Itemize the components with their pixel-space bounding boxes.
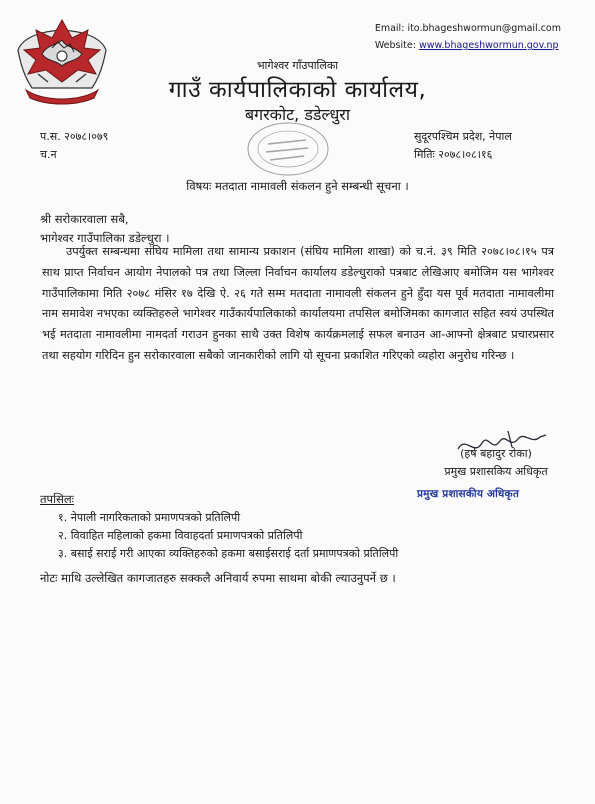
municipality-name: भागेश्वर गाँउपालिका — [256, 59, 339, 72]
contact-block — [375, 20, 561, 54]
office-title: गाउँ कार्यपालिकाको कार्यालय, — [168, 77, 427, 103]
enclosure-list — [58, 509, 398, 563]
website-line — [375, 37, 561, 54]
office-seal-icon — [242, 120, 334, 178]
enclosure-item: १. नेपाली नागरिकताको प्रमाणपत्रको प्रतिलिपी — [58, 511, 241, 524]
signatory-block — [436, 445, 556, 481]
signatory-name: (हर्ष बहादुर रोका) — [460, 447, 532, 460]
enclosure-heading: तपसिलः — [40, 492, 74, 506]
recipient-line-1: श्री सरोकारवाला सबै, — [40, 212, 129, 226]
office-address: बगरकोट, डडेल्धुरा — [244, 105, 350, 124]
letter-date: मितिः २०७८।०८।१६ — [414, 148, 493, 161]
location-date-block — [414, 128, 512, 164]
designation-stamp: प्रमुख प्रशासकीय अधिकृत — [417, 488, 520, 500]
signatory-title: प्रमुख प्रशासकिय अधिकृत — [444, 465, 548, 478]
website-label: Website: — [374, 40, 416, 51]
email-label: Email: — [374, 23, 405, 34]
subject-line: विषयः मतदाता नामावली संकलन हुने सम्बन्धी सूचना । — [186, 179, 409, 193]
enclosure-item: २. विवाहित महिलाको हकमा विवाहदर्ता प्रमाणपत्रको प्रतिलिपी — [58, 529, 303, 542]
reference-block — [40, 128, 108, 164]
dispatch-number: च.न — [40, 148, 57, 161]
enclosure-item: ३. बसाई सराई गरी आएका व्यक्तिहरुको हकमा बसाईसराई दर्ता प्रमाणपत्रको प्रतिलिपी — [58, 547, 399, 560]
note-line: नोटः माथि उल्लेखित कागजातहरु सक्कलै अनिवार्य रुपमा साथमा बोकी ल्याउनुपर्ने छ । — [40, 571, 396, 585]
website-link[interactable]: www.bhageshwormun.gov.np — [418, 40, 559, 51]
email-line — [375, 20, 561, 37]
email-address[interactable]: ito.bhageshwormun@gmail.com — [407, 23, 561, 34]
letter-number: प.स. २०७८।०७९ — [40, 130, 109, 143]
body-paragraph: उपर्युक्त सम्बन्धमा संघिय मामिला तथा सामान्य प्रकाशन (संघिय मामिला शाखा) को च.नं. ३९ मिति २०७८।०८।१५ पत्र साथ प्राप्त निर्वाचन आयोग नेपालको पत्र तथा जिल्ला निर्वाचन कार्यालय डडेल्धुराको पत्रबाट लेखिआए बमोजिम यस भागेश्वर गाउँपालिकामा मिति २०७८ मंसिर १७ देखि ऐ. २६ गते सम्म मतदाता नामावली संकलन हुने हुँदा यस पूर्व मतदाता नामावलीमा नाम समावेश नभएका व्यक्तिहरुले भागेश्वर गाउँकार्यपालिकाको कार्यालयमा तपसिल बमोजिमका कागजात सहित स्वयं उपस्थित भई मतदाता नामावलीमा नामदर्ता गराउन हुनका साथै उक्त विशेष कार्यक्रमलाई सफल बनाउन आ-आफ्नो क्षेत्रबाट प्रचारप्रसार तथा सहयोग गरिदिन हुन सरोकारवाला सबैको जानकारीको लागि यो सूचना प्रकाशित गरिएको व्यहोरा अनुरोध गरिन्छ । — [42, 245, 555, 362]
province-line: सुदूरपश्चिम प्रदेश, नेपाल — [414, 130, 512, 143]
recipient-line-2: भागेश्वर गाउँपालिका डडेल्धुरा । — [40, 231, 170, 245]
